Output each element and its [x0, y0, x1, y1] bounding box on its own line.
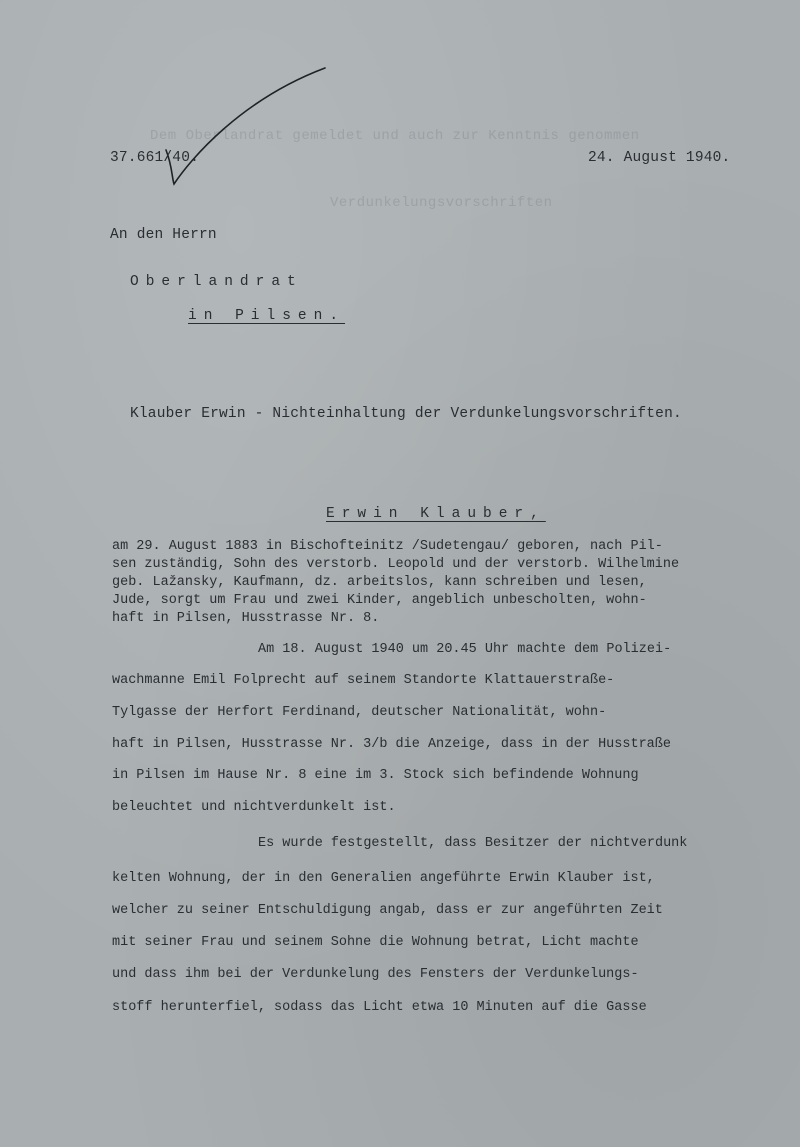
- recipient-title: Oberlandrat: [130, 274, 303, 290]
- paragraph-2-line: welcher zu seiner Entschuldigung angab, dass er zur angeführten Zeit: [112, 903, 663, 918]
- paragraph-1-line: haft in Pilsen, Husstrasse Nr. 3/b die Anzeige, dass in der Husstraße: [112, 737, 671, 752]
- paragraph-2-line: und dass ihm bei der Verdunkelung des Fensters der Verdunkelungs-: [112, 967, 639, 982]
- ghost-text-line: Dem Oberlandrat gemeldet und auch zur Kenntnis genommen: [150, 128, 640, 144]
- paragraph-2-line: stoff herunterfiel, sodass das Licht etwa 10 Minuten auf die Gasse: [112, 1000, 647, 1015]
- subject-line: Klauber Erwin - Nichteinhaltung der Verdunkelungsvorschriften.: [130, 406, 682, 422]
- paragraph-1-line: Am 18. August 1940 um 20.45 Uhr machte dem Polizei-: [258, 642, 672, 657]
- recipient-location: in Pilsen.: [188, 308, 346, 324]
- salutation: An den Herrn: [110, 227, 217, 243]
- reference-number: 37.661/40.: [110, 150, 200, 166]
- paragraph-2-line: Es wurde festgestellt, dass Besitzer der nichtverdunk: [258, 836, 688, 851]
- paragraph-1-line: Tylgasse der Herfort Ferdinand, deutscher Nationalität, wohn-: [112, 705, 607, 720]
- person-description-line: Jude, sorgt um Frau und zwei Kinder, angeblich unbescholten, wohn-: [112, 593, 647, 608]
- person-description-line: haft in Pilsen, Husstrasse Nr. 8.: [112, 611, 380, 626]
- person-description-line: geb. Lažansky, Kaufmann, dz. arbeitslos, kann schreiben und lesen,: [112, 575, 647, 590]
- paragraph-2-line: kelten Wohnung, der in den Generalien angeführte Erwin Klauber ist,: [112, 871, 655, 886]
- paragraph-1-line: wachmanne Emil Folprecht auf seinem Standorte Klattauerstraße-: [112, 673, 615, 688]
- person-description-line: sen zuständig, Sohn des verstorb. Leopold und der verstorb. Wilhelmine: [112, 557, 680, 572]
- ghost-text-line: Verdunkelungsvorschriften: [330, 195, 553, 211]
- paragraph-1-line: in Pilsen im Hause Nr. 8 eine im 3. Stock sich befindende Wohnung: [112, 768, 639, 783]
- paragraph-2-line: mit seiner Frau und seinem Sohne die Wohnung betrat, Licht machte: [112, 935, 639, 950]
- paragraph-1-line: beleuchtet und nichtverdunkelt ist.: [112, 800, 396, 815]
- checkmark-icon: [160, 60, 340, 190]
- person-description-line: am 29. August 1883 in Bischofteinitz /Sudetengau/ geboren, nach Pil-: [112, 539, 663, 554]
- document-date: 24. August 1940.: [588, 150, 731, 166]
- person-name-heading: Erwin Klauber,: [326, 506, 546, 522]
